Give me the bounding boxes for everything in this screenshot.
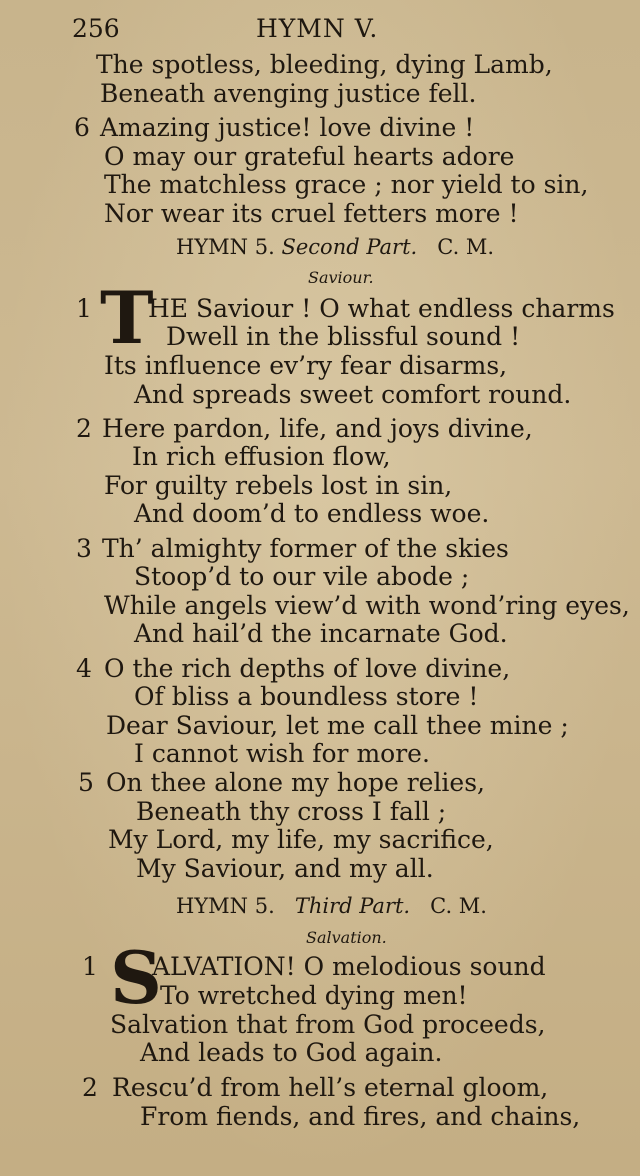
verse-line: The spotless, bleeding, dying Lamb, — [96, 50, 553, 79]
verse-line: Stoop’d to our vile abode ; — [134, 562, 470, 591]
hymn-heading — [176, 235, 494, 259]
verse-line: My Saviour, and my all. — [136, 854, 434, 883]
verse-line: Amazing justice! love divine ! — [100, 113, 475, 142]
verse-line: Nor wear its cruel fetters more ! — [104, 199, 519, 228]
verse-line: Beneath thy cross I fall ; — [136, 797, 447, 826]
stanza-number: 6 — [74, 113, 90, 142]
verse-line: And spreads sweet comfort round. — [134, 380, 572, 409]
hymn-meter: C. M. — [437, 235, 495, 259]
verse-line: O the rich depths of love divine, — [104, 654, 511, 683]
drop-capital: T — [100, 275, 154, 360]
stanza-number: 1 — [76, 294, 92, 323]
verse-line: Rescu’d from hell’s eternal gloom, — [112, 1073, 549, 1102]
hymn-number: 5. — [254, 235, 275, 259]
hymn-part: Second Part. — [281, 235, 418, 259]
stanza-number: 2 — [82, 1073, 98, 1102]
verse-line: And doom’d to endless woe. — [134, 499, 490, 528]
hymn-subject: Salvation. — [306, 928, 387, 947]
verse-line: Dwell in the blissful sound ! — [166, 322, 521, 351]
verse-line: And leads to God again. — [140, 1038, 443, 1067]
hymn-part: Third Part. — [294, 894, 411, 918]
verse-line: Of bliss a boundless store ! — [134, 682, 479, 711]
running-title: HYMN V. — [256, 14, 379, 43]
verse-line: The matchless grace ; nor yield to sin, — [104, 170, 589, 199]
verse-line: I cannot wish for more. — [134, 739, 430, 768]
verse-line: Th’ almighty former of the skies — [102, 534, 509, 563]
verse-line: While angels view’d with wond’ring eyes, — [104, 591, 630, 620]
verse-line: HE Saviour ! O what endless charms — [148, 294, 615, 323]
verse-line: ALVATION! O melodious sound — [152, 952, 546, 981]
verse-line: Beneath avenging justice fell. — [100, 79, 477, 108]
verse-line: Its influence ev’ry fear disarms, — [104, 351, 508, 380]
verse-line: To wretched dying men! — [160, 981, 468, 1010]
verse-line: For guilty rebels lost in sin, — [104, 471, 453, 500]
verse-line: Dear Saviour, let me call thee mine ; — [106, 711, 569, 740]
hymn-subject: Saviour. — [308, 268, 374, 287]
page-number: 256 — [72, 14, 120, 43]
stanza-number: 4 — [76, 654, 92, 683]
verse-line: Salvation that from God proceeds, — [110, 1010, 546, 1039]
drop-capital: S — [110, 935, 162, 1020]
verse-line: In rich effusion flow, — [132, 442, 391, 471]
verse-line: My Lord, my life, my sacrifice, — [108, 825, 494, 854]
stanza-number: 5 — [78, 768, 94, 797]
hymn-label: HYMN — [176, 894, 249, 918]
hymn-heading — [176, 894, 487, 918]
stanza-number: 1 — [82, 952, 98, 981]
verse-line: And hail’d the incarnate God. — [134, 619, 508, 648]
hymn-label: HYMN — [176, 235, 249, 259]
page-header — [0, 14, 640, 48]
hymn-number: 5. — [254, 894, 275, 918]
stanza-number: 2 — [76, 414, 92, 443]
verse-line: Here pardon, life, and joys divine, — [102, 414, 533, 443]
verse-line: From fiends, and fires, and chains, — [140, 1102, 581, 1131]
stanza-number: 3 — [76, 534, 92, 563]
verse-line: O may our grateful hearts adore — [104, 142, 515, 171]
hymn-meter: C. M. — [430, 894, 487, 918]
verse-line: On thee alone my hope relies, — [106, 768, 486, 797]
